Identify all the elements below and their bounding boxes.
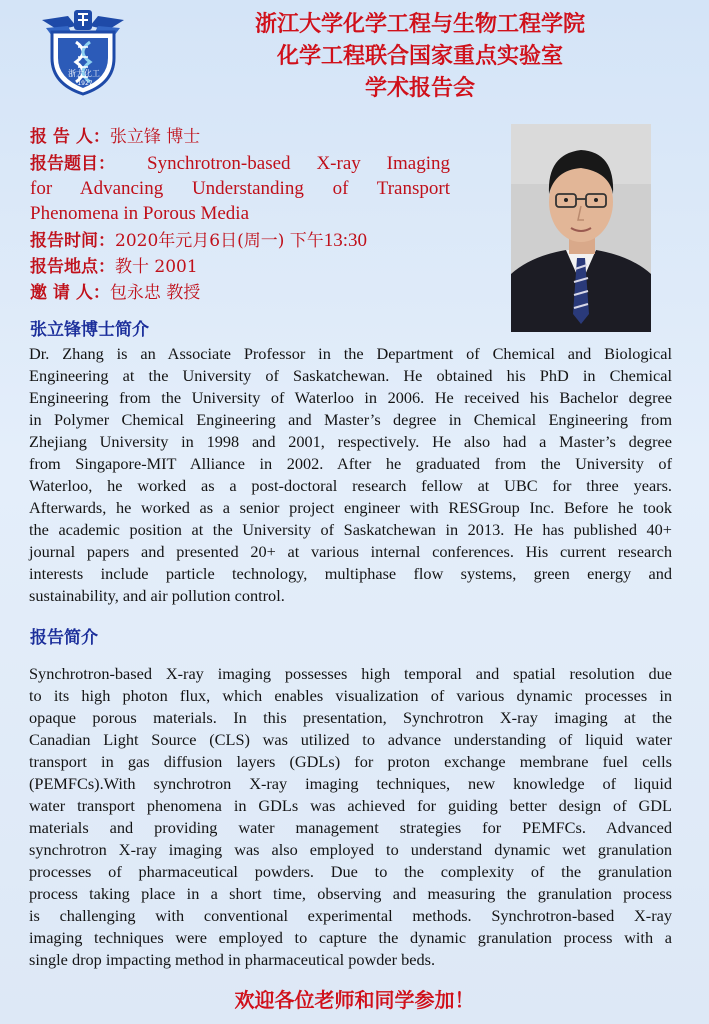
bio-line: from Singapore-MIT Alliance in 2002. After he graduated from the University of <box>29 454 672 473</box>
speaker-row <box>30 124 455 150</box>
bio-line: Waterloo, he worked as a post-doctoral research fellow at UBC for three years. <box>29 476 672 495</box>
bio-line: in Polymer Chemical Engineering and Master’s degree in Chemical Engineering from <box>29 410 672 429</box>
place-row <box>30 254 455 280</box>
bio-line: sustainability, and air pollution control. <box>29 586 285 605</box>
bio-line: interests include particle technology, multiphase flow systems, green energy and <box>29 564 672 583</box>
abstract-line: imaging techniques were employed to capture the dynamic granulation process with a <box>29 928 672 947</box>
time-row <box>30 228 455 254</box>
bio-line: Engineering from the University of Waterloo in 2006. He received his Bachelor degree <box>29 388 672 407</box>
abstract-line: to its high photon flux, which enables visualization of various dynamic processes in <box>29 686 672 705</box>
logo-text-bottom: 浙大化工 <box>68 69 100 78</box>
bio-line: Dr. Zhang is an Associate Professor in the Department of Chemical and Biological <box>29 344 672 363</box>
bio-line: journal papers and presented 20+ at various internal conferences. His current research <box>29 542 672 561</box>
talk-title-line-3: Phenomena in Porous Media <box>30 203 250 224</box>
abstract-line: Canadian Light Source (CLS) was utilized to advance understanding of liquid water <box>29 730 672 749</box>
bio-heading: 张立锋博士简介 <box>30 320 149 340</box>
welcome-message: 欢迎各位老师和同学参加！ <box>234 988 475 1012</box>
abstract-line: water transport phenomena in GDLs was achieved for guiding better design of GDL <box>29 796 672 815</box>
speaker-label: 报 告 人： <box>30 127 110 147</box>
abstract-line: Synchrotron-based X-ray imaging possesses high temporal and spatial resolution due <box>29 664 672 683</box>
inviter-row <box>30 280 455 306</box>
header-line-2: 化学工程联合国家重点实验室 <box>276 43 563 69</box>
inviter-value: 包永忠 教授 <box>109 283 201 303</box>
speaker-photo <box>511 124 651 332</box>
inviter-label: 邀 请 人： <box>30 283 110 303</box>
bio-line: Zhejiang University in 1998 and 2001, respectively. He also had a Master’s degree <box>29 432 672 451</box>
abstract-line: materials and providing water management strategies for PEMFCs. Advanced <box>29 818 672 837</box>
time-label: 报告时间： <box>30 231 115 251</box>
talk-title-line-1: Synchrotron-based X-ray Imaging <box>147 153 450 174</box>
abstract-line: (PEMFCs).With synchrotron X-ray imaging techniques, new knowledge of liquid <box>29 774 672 793</box>
abstract-line: is challenging with conventional experimental methods. Synchrotron-based X-ray <box>29 906 672 925</box>
header-line-1: 浙江大学化学工程与生物工程学院 <box>254 11 585 37</box>
abstract-line: processes of pharmaceutical powders. Due to the complexity of the granulation <box>29 862 672 881</box>
bio-line: the academic position at the University of Saskatchewan in 2013. He has published 40+ <box>29 520 672 539</box>
abstract-line: transport in gas diffusion layers (GDLs) for proton exchange membrane fuel cells <box>29 752 672 771</box>
time-value-date: 2020年元月6日(周一) 下午 <box>115 231 324 251</box>
bio-line: Engineering at the University of Saskatchewan. He obtained his PhD in Chemical <box>29 366 672 385</box>
place-value: 教十 2001 <box>115 257 198 277</box>
bio-line: Afterwards, he worked as a senior project engineer with RESGroup Inc. Before he took <box>29 498 672 517</box>
abstract-line: synchrotron X-ray imaging was also employed to understand dynamic wet granulation <box>29 840 672 859</box>
abstract-line: single drop impacting method in pharmaceutical powder beds. <box>29 950 436 969</box>
talk-title-line-2: for Advancing Understanding of Transport <box>30 178 450 199</box>
header-line-3: 学术报告会 <box>364 75 475 101</box>
place-label: 报告地点： <box>30 257 115 277</box>
speaker-value: 张立锋 博士 <box>109 127 201 147</box>
abstract-heading: 报告简介 <box>30 628 98 648</box>
title-label: 报告题目： <box>30 154 115 174</box>
abstract-line: process taking place in a short time, observing and measuring the granulation process <box>29 884 672 903</box>
abstract-line: opaque porous materials. In this presentation, Synchrotron X-ray imaging at the <box>29 708 672 727</box>
time-value-clock: 13:30 <box>323 230 368 251</box>
logo-year: 1927 <box>77 80 93 87</box>
title-label-row <box>30 151 160 177</box>
